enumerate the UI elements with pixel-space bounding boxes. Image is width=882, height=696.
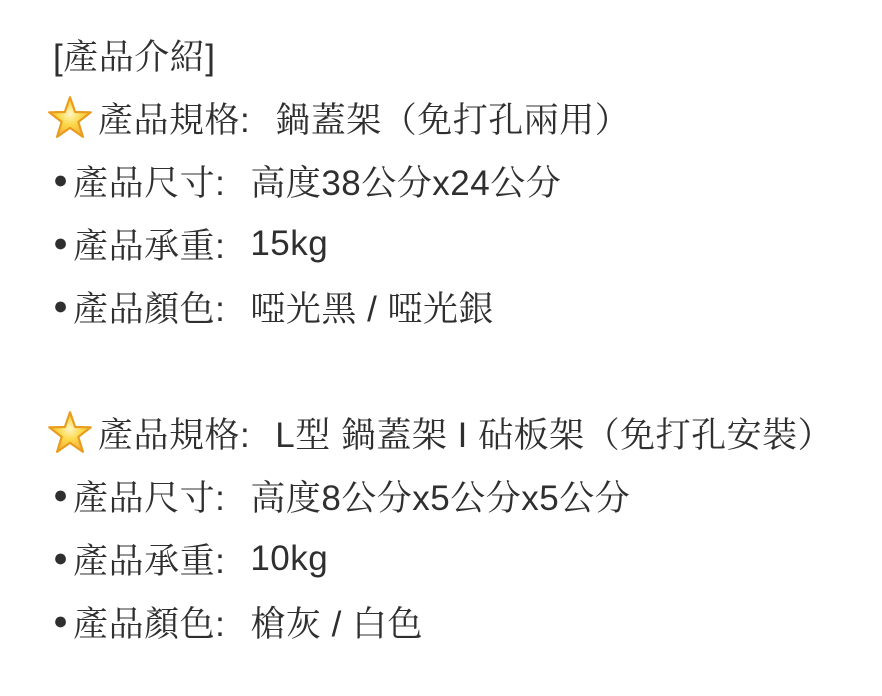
spec-line — [53, 401, 862, 464]
spec-label: 產品規格: — [98, 100, 251, 140]
spec-item-color — [53, 590, 862, 653]
item-value: 高度8公分x5公分x5公分 — [250, 478, 631, 518]
bullet-icon: ● — [53, 607, 69, 635]
product-section-2 — [53, 401, 862, 653]
item-value: 高度38公分x24公分 — [250, 163, 562, 203]
spec-item-size — [53, 149, 862, 212]
item-label: 產品尺寸: — [73, 478, 226, 518]
item-label: 產品顏色: — [73, 289, 226, 329]
spec-value: 鍋蓋架（免打孔兩用） — [275, 100, 631, 140]
item-value: 槍灰 / 白色 — [250, 604, 424, 644]
spec-line — [53, 86, 862, 149]
item-value: 10kg — [250, 538, 329, 578]
star-icon — [47, 410, 93, 456]
bullet-icon: ● — [53, 481, 69, 509]
blank-line — [53, 338, 862, 401]
item-label: 產品承重: — [73, 226, 226, 266]
spec-item-color — [53, 275, 862, 338]
item-label: 產品承重: — [73, 541, 226, 581]
item-value: 15kg — [250, 223, 329, 263]
item-label: 產品尺寸: — [73, 163, 226, 203]
intro-header-line — [53, 23, 862, 86]
bullet-icon: ● — [53, 166, 69, 194]
product-section-1 — [53, 86, 862, 338]
item-label: 產品顏色: — [73, 604, 226, 644]
spec-label: 產品規格: — [98, 415, 251, 455]
item-value: 啞光黑 / 啞光銀 — [250, 289, 495, 329]
bullet-icon: ● — [53, 229, 69, 257]
star-icon — [47, 95, 93, 141]
spec-value: L型 鍋蓋架 I 砧板架（免打孔安裝） — [275, 415, 834, 455]
bullet-icon: ● — [53, 292, 69, 320]
spec-item-weight — [53, 212, 862, 275]
bullet-icon: ● — [53, 544, 69, 572]
intro-header: [產品介紹] — [53, 37, 216, 77]
spec-item-weight — [53, 527, 862, 590]
spec-item-size — [53, 464, 862, 527]
